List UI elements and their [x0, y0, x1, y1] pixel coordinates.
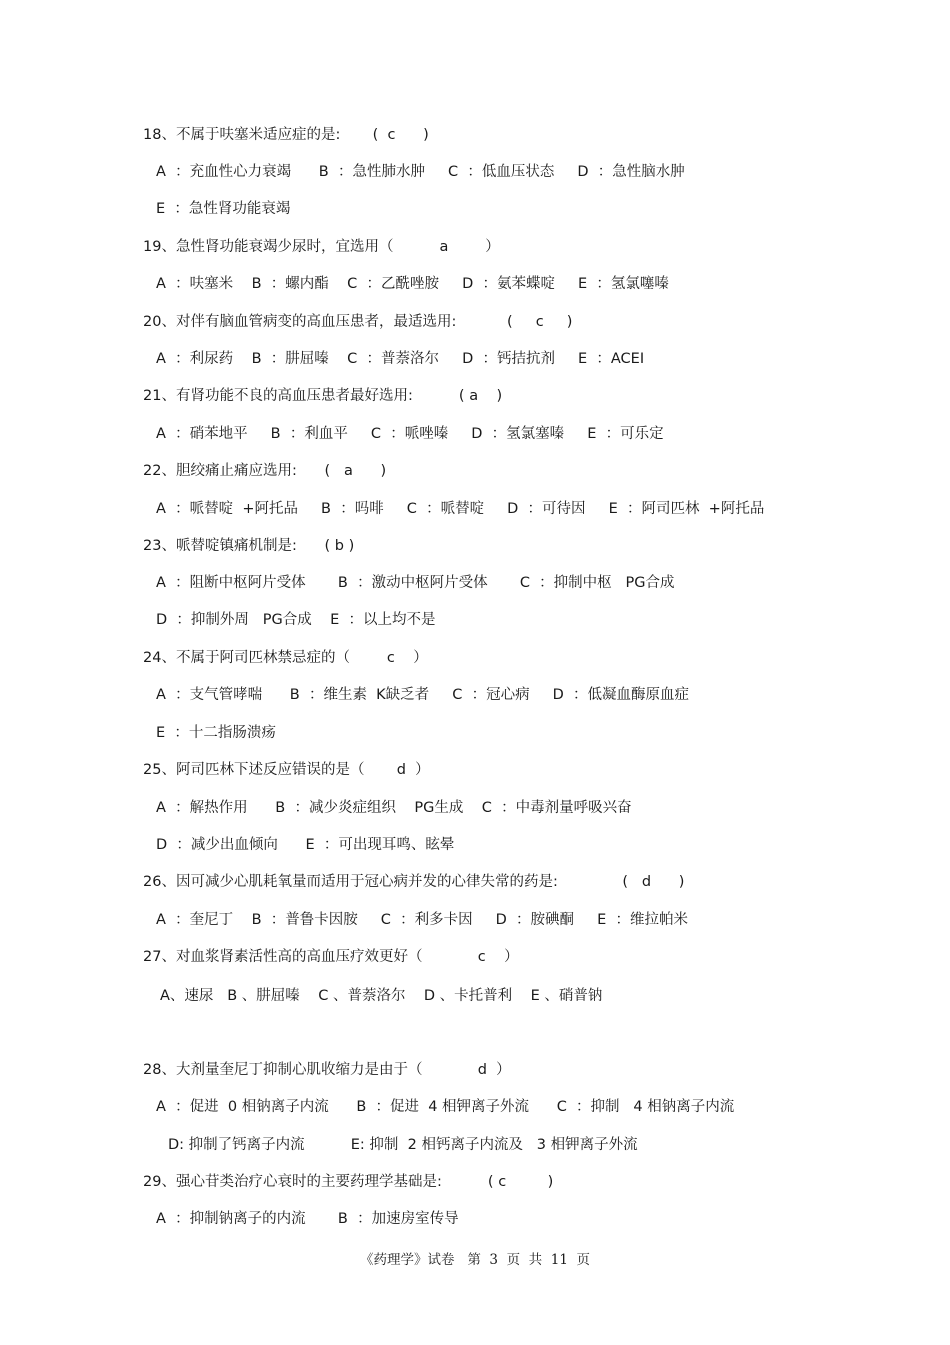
question-20-options: A ：利尿药 B ：肼屈嗪 C ：普萘洛尔 D ：钙拮抗剂 E ：ACEI	[156, 351, 645, 367]
question-23-options-2: D ：抑制外周 PG合成 E ：以上均不是	[156, 612, 436, 628]
question-20: 20、对伴有脑血管病变的高血压患者，最适选用: ( c )	[143, 314, 573, 330]
question-27: 27、对血浆肾素活性高的高血压疗效更好（ c ）	[143, 949, 519, 965]
question-29-options: A ：抑制钠离子的内流 B ：加速房室传导	[156, 1211, 459, 1227]
question-24-options-1: A ：支气管哮喘 B ：维生素 K缺乏者 C ：冠心病 D ：低凝血酶原血症	[156, 687, 690, 703]
question-22-options: A ：哌替啶 +阿托品 B ：吗啡 C ：哌替啶 D ：可待因 E ：阿司匹林 +阿托品	[156, 501, 765, 517]
question-24: 24、不属于阿司匹林禁忌症的（ c ）	[143, 650, 428, 666]
question-25-options-2: D ：减少出血倾向 E ：可出现耳鸣、眩晕	[156, 837, 455, 853]
question-29: 29、强心苷类治疗心衰时的主要药理学基础是: ( c )	[143, 1174, 554, 1190]
question-21: 21、有肾功能不良的高血压患者最好选用: ( a )	[143, 388, 503, 404]
question-19-options: A ：呋塞米 B ：螺内酯 C ：乙酰唑胺 D ：氨苯蝶啶 E ：氢氯噻嗪	[156, 276, 669, 292]
question-23: 23、哌替啶镇痛机制是: ( b )	[143, 538, 355, 554]
question-18-options-2: E ：急性肾功能衰竭	[156, 201, 291, 217]
question-26-options: A ：奎尼丁 B ：普鲁卡因胺 C ：利多卡因 D ：胺碘酮 E ：维拉帕米	[156, 912, 688, 928]
question-18-options-1: A ：充血性心力衰竭 B ：急性肺水肿 C ：低血压状态 D ：急性脑水肿	[156, 164, 685, 180]
question-18: 18、不属于呋塞米适应症的是: ( c )	[143, 127, 429, 143]
question-28-options-2: D: 抑制了钙离子内流 E: 抑制 2 相钙离子内流及 3 相钾离子外流	[168, 1137, 638, 1153]
question-23-options-1: A ：阻断中枢阿片受体 B ：激动中枢阿片受体 C ：抑制中枢 PG合成	[156, 575, 675, 591]
question-25: 25、阿司匹林下述反应错误的是（ d ）	[143, 762, 430, 778]
question-27-options: A、速尿 B 、肼屈嗪 C 、普萘洛尔 D 、卡托普利 E 、硝普钠	[160, 988, 603, 1004]
question-19: 19、急性肾功能衰竭少尿时，宜选用（ a ）	[143, 239, 500, 255]
question-28: 28、大剂量奎尼丁抑制心肌收缩力是由于（ d ）	[143, 1062, 511, 1078]
question-26: 26、因可减少心肌耗氧量而适用于冠心病并发的心律失常的药是: ( d )	[143, 874, 685, 890]
question-22: 22、胆绞痛止痛应选用: ( a )	[143, 463, 387, 479]
question-25-options-1: A ：解热作用 B ：减少炎症组织 PG生成 C ：中毒剂量呼吸兴奋	[156, 800, 632, 816]
page-footer: 《药理学》试卷 第 3 页 共 11 页	[359, 1252, 591, 1268]
question-24-options-2: E ：十二指肠溃疡	[156, 725, 276, 741]
question-21-options: A ：硝苯地平 B ：利血平 C ：哌唑嗪 D ：氢氯塞嗪 E ：可乐定	[156, 426, 664, 442]
question-28-options-1: A ：促进 0 相钠离子内流 B ：促进 4 相钾离子外流 C ：抑制 4 相钠离子内流	[156, 1099, 735, 1115]
